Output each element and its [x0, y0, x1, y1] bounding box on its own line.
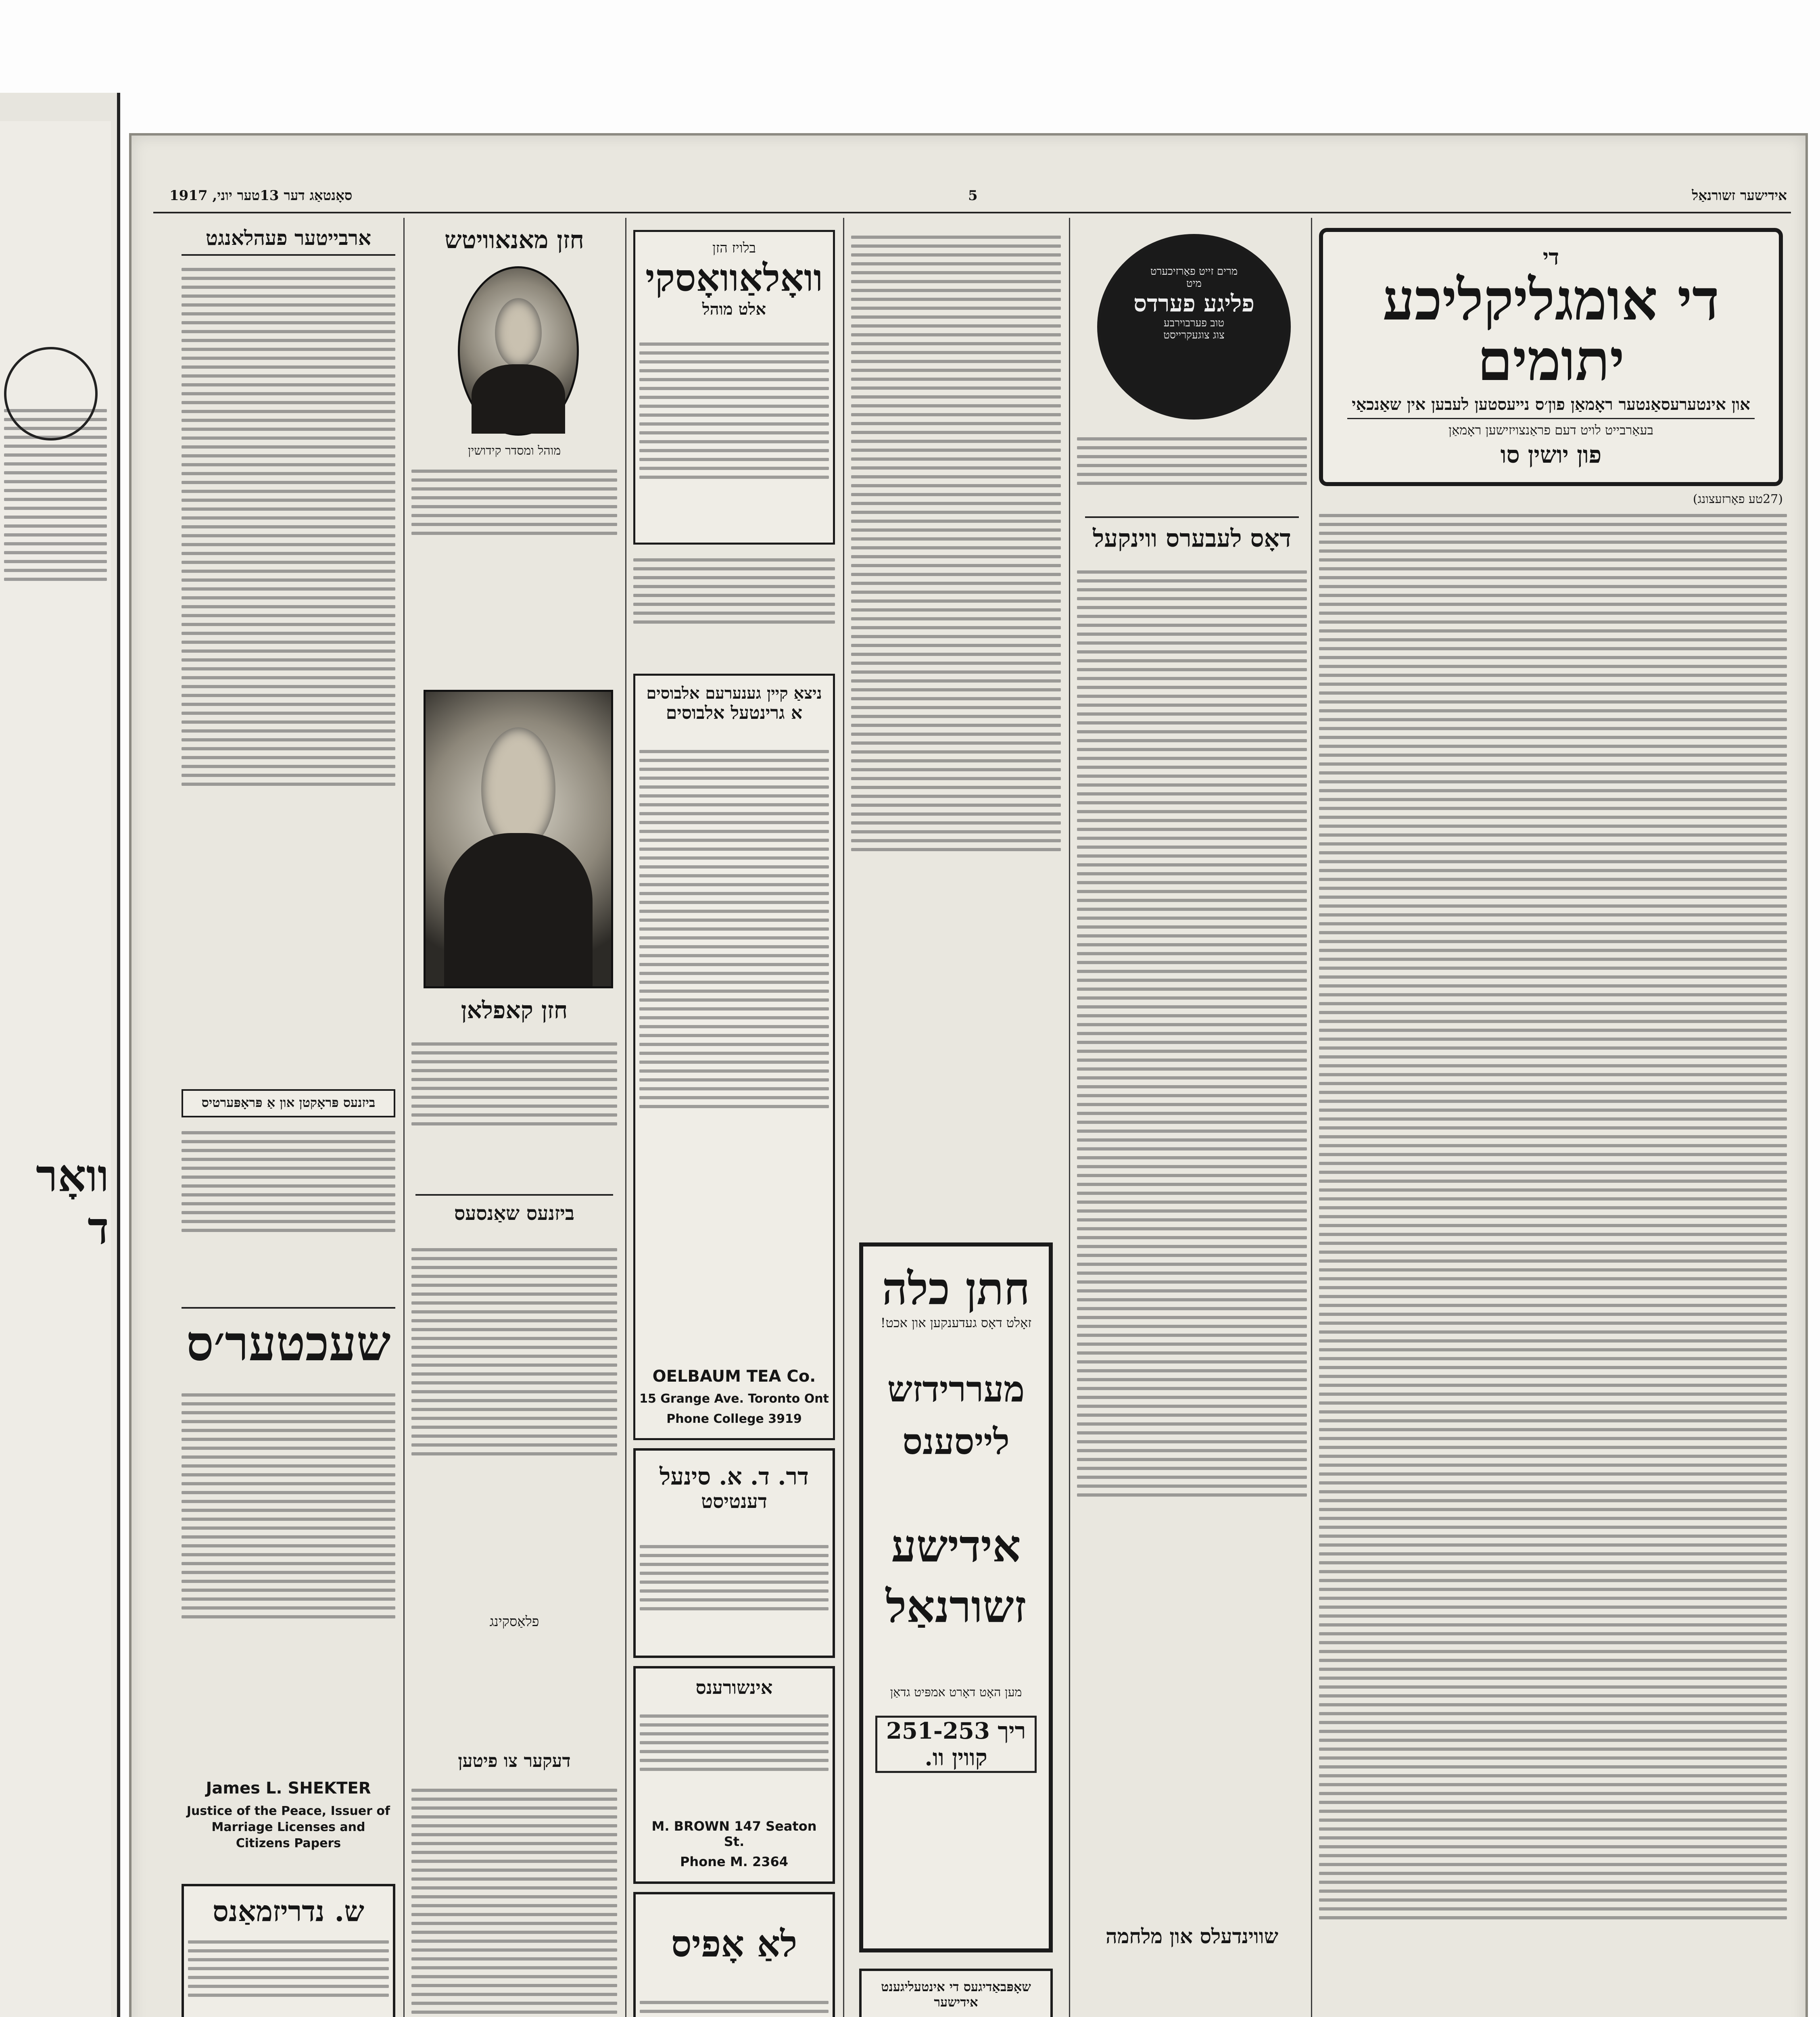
business-section-header [182, 1089, 395, 1117]
ad-title: ניצאַ קיין גענערעם אלבוסים [646, 684, 822, 703]
ad-subtitle: א גרינטעל אלבוסים [666, 703, 803, 723]
help-wanted-title: ארבייטער פעהלאנגט [205, 226, 372, 250]
ad-subtitle: דענטיסט [701, 1490, 767, 1513]
column-rule [403, 218, 405, 2017]
ad-line: מרים זייט פאַרזיכערט [1150, 265, 1238, 278]
ad-address: ריך 251-253 קווין וו. [875, 1716, 1037, 1773]
other-section-title: דעקער צו פיטען [458, 1751, 571, 1771]
classified-listings [411, 1783, 617, 2017]
ad-subtitle: זאָלט דאָס געדענקען און אכט! [880, 1315, 1032, 1330]
ad-line: צוג צוגעקרייסט [1163, 329, 1225, 341]
serial-chapter: (27טע פאָרזעצונג) [1693, 492, 1783, 506]
ad-subtitle: אלט מוהל [702, 300, 766, 319]
separator [1085, 516, 1299, 518]
cantor-2-portrait [424, 690, 613, 988]
insurance-agent: M. BROWN 147 Seaton St. [651, 1819, 817, 1849]
ad-line: מיט [1186, 278, 1202, 290]
page-header [153, 188, 1791, 212]
short-text [1077, 432, 1307, 512]
ad-body-text [640, 1995, 829, 2017]
cantor-2-name: חזן קאפלאן [461, 996, 568, 1024]
portrait-face [495, 298, 542, 367]
ad-body-text [639, 337, 829, 484]
column-serial-novel [1315, 218, 1791, 2017]
serial-title-prefix: די [1542, 244, 1559, 270]
shekter-title: שעכטער׳ס [186, 1315, 391, 1372]
portrait-body [444, 833, 593, 986]
business-listings [411, 1242, 617, 1606]
business-listings [182, 1125, 395, 1307]
previous-page-heading: וואָר ד [36, 1150, 109, 1254]
header-date: סאָנטאַג דער 13טער יוני, 1917 [169, 188, 353, 204]
serial-subtitle: און אינטערעסאַנטער ראָמאַן פון׳ס נייעסטען לעבען אין שאַנכאַי [1352, 395, 1750, 414]
cantor-1-name: חזן מאנאוויטש [445, 226, 584, 254]
window-cleaning-ad [859, 1969, 1053, 2017]
ad-title: לאַ אָפיס [671, 1923, 797, 1965]
albums-ad [633, 674, 835, 1440]
serial-author: פון יושין סו [1500, 441, 1602, 468]
separator [182, 254, 395, 256]
nridzman-ad [182, 1884, 395, 2017]
column-rule [1311, 218, 1312, 2017]
volodovsky-ad [633, 230, 835, 545]
section-title: ביזנעס פּראָקטן און אַ פּראָפּערטיס [201, 1095, 376, 1110]
dentist-ad [633, 1448, 835, 1658]
ad-line: טוב פערבוירבע [1163, 317, 1225, 329]
cantor-2-text [411, 1037, 617, 1190]
column-three [629, 218, 839, 2017]
short-notice [633, 553, 835, 674]
ad-footer: מען האָט דאָרט אמפּיט גדאַן [890, 1685, 1022, 1700]
tea-company-name: OELBAUM TEA Co. [652, 1367, 816, 1386]
portrait-face [481, 727, 555, 851]
ad-paper-name: אידישע זשורנאַל [885, 1520, 1027, 1633]
column-two [1073, 218, 1311, 2017]
serial-body-text [1319, 508, 1787, 1925]
header-paper-name: אידישער זשורנאַל [1692, 188, 1787, 204]
ad-title: ש. נדריזמאַנס [212, 1894, 364, 1928]
ad-body-text [640, 1539, 829, 1616]
column-rule [625, 218, 626, 2017]
column-headline-2: שווינדעלס און מלחמה [1105, 1924, 1278, 1948]
help-wanted-listings [182, 262, 395, 1150]
shekter-body [182, 1388, 395, 1791]
cantor-1-subtitle: מוהל ומסדר קידושין [468, 444, 561, 458]
column-four [407, 218, 621, 2017]
ad-title: שאָפּבאַדיגעס די אינטעליגענט אידישער [881, 1979, 1031, 2010]
cantor-1-portrait [458, 266, 579, 436]
header-rule [153, 212, 1791, 213]
serial-title-box [1319, 228, 1783, 486]
ad-body-text [639, 744, 829, 1309]
marriage-license-ad [859, 1242, 1053, 1952]
serial-credit: בעאַרבייט לויט דעם פראַנצויזישען ראָמאַן [1347, 418, 1755, 441]
ad-body-text [640, 1709, 829, 1822]
ad-title: חתן כלה [882, 1263, 1030, 1315]
ad-name: וואָלאַוואָסקי [645, 256, 823, 300]
previous-page-fragment [0, 121, 111, 2017]
shekter-description: Justice of the Peace, Issuer of Marriage Licenses and Citizens Papers [186, 1804, 390, 1850]
column-five [177, 218, 399, 2017]
insurance-ad [633, 1666, 835, 1884]
horse-insurance-ad [1097, 234, 1291, 420]
column-rule [843, 218, 844, 2017]
ad-title: בלויז הזן [712, 240, 756, 256]
serial-title: די אומגליקליכע יתומים [1382, 267, 1720, 394]
law-office-ad [633, 1892, 835, 2017]
ad-title: אינשורענס [695, 1677, 773, 1698]
cantor-1-text [411, 464, 617, 593]
ad-license-text: מעררידזש לייסענס [887, 1368, 1025, 1462]
ad-title: דר. ד. א. סינעל [660, 1463, 809, 1490]
column-headline: דאָס לעבערס ווינקעל [1093, 524, 1291, 553]
tea-company-address: 15 Grange Ave. Toronto Ont [639, 1392, 829, 1406]
separator [182, 1307, 395, 1309]
article-text [1077, 565, 1307, 1502]
rooms-section-label: פלאַסקינג [489, 1614, 539, 1630]
ad-body-text [188, 1935, 389, 2002]
separator [415, 1194, 613, 1196]
column-two-ads [847, 218, 1065, 2017]
ad-headline: פליגע פערדס [1133, 290, 1254, 317]
article-text-continued [851, 230, 1061, 1238]
insurance-phone: Phone M. 2364 [680, 1854, 789, 1869]
header-page-number: 5 [968, 188, 978, 204]
portrait-body [472, 364, 565, 434]
business-section-title: ביזנעס שאַנסעס [454, 1202, 575, 1225]
column-rule [1069, 218, 1070, 2017]
shekter-name: James L. SHEKTER [206, 1779, 371, 1798]
flower-ornament-icon [4, 347, 98, 441]
tea-company-phone: Phone College 3919 [666, 1412, 802, 1426]
